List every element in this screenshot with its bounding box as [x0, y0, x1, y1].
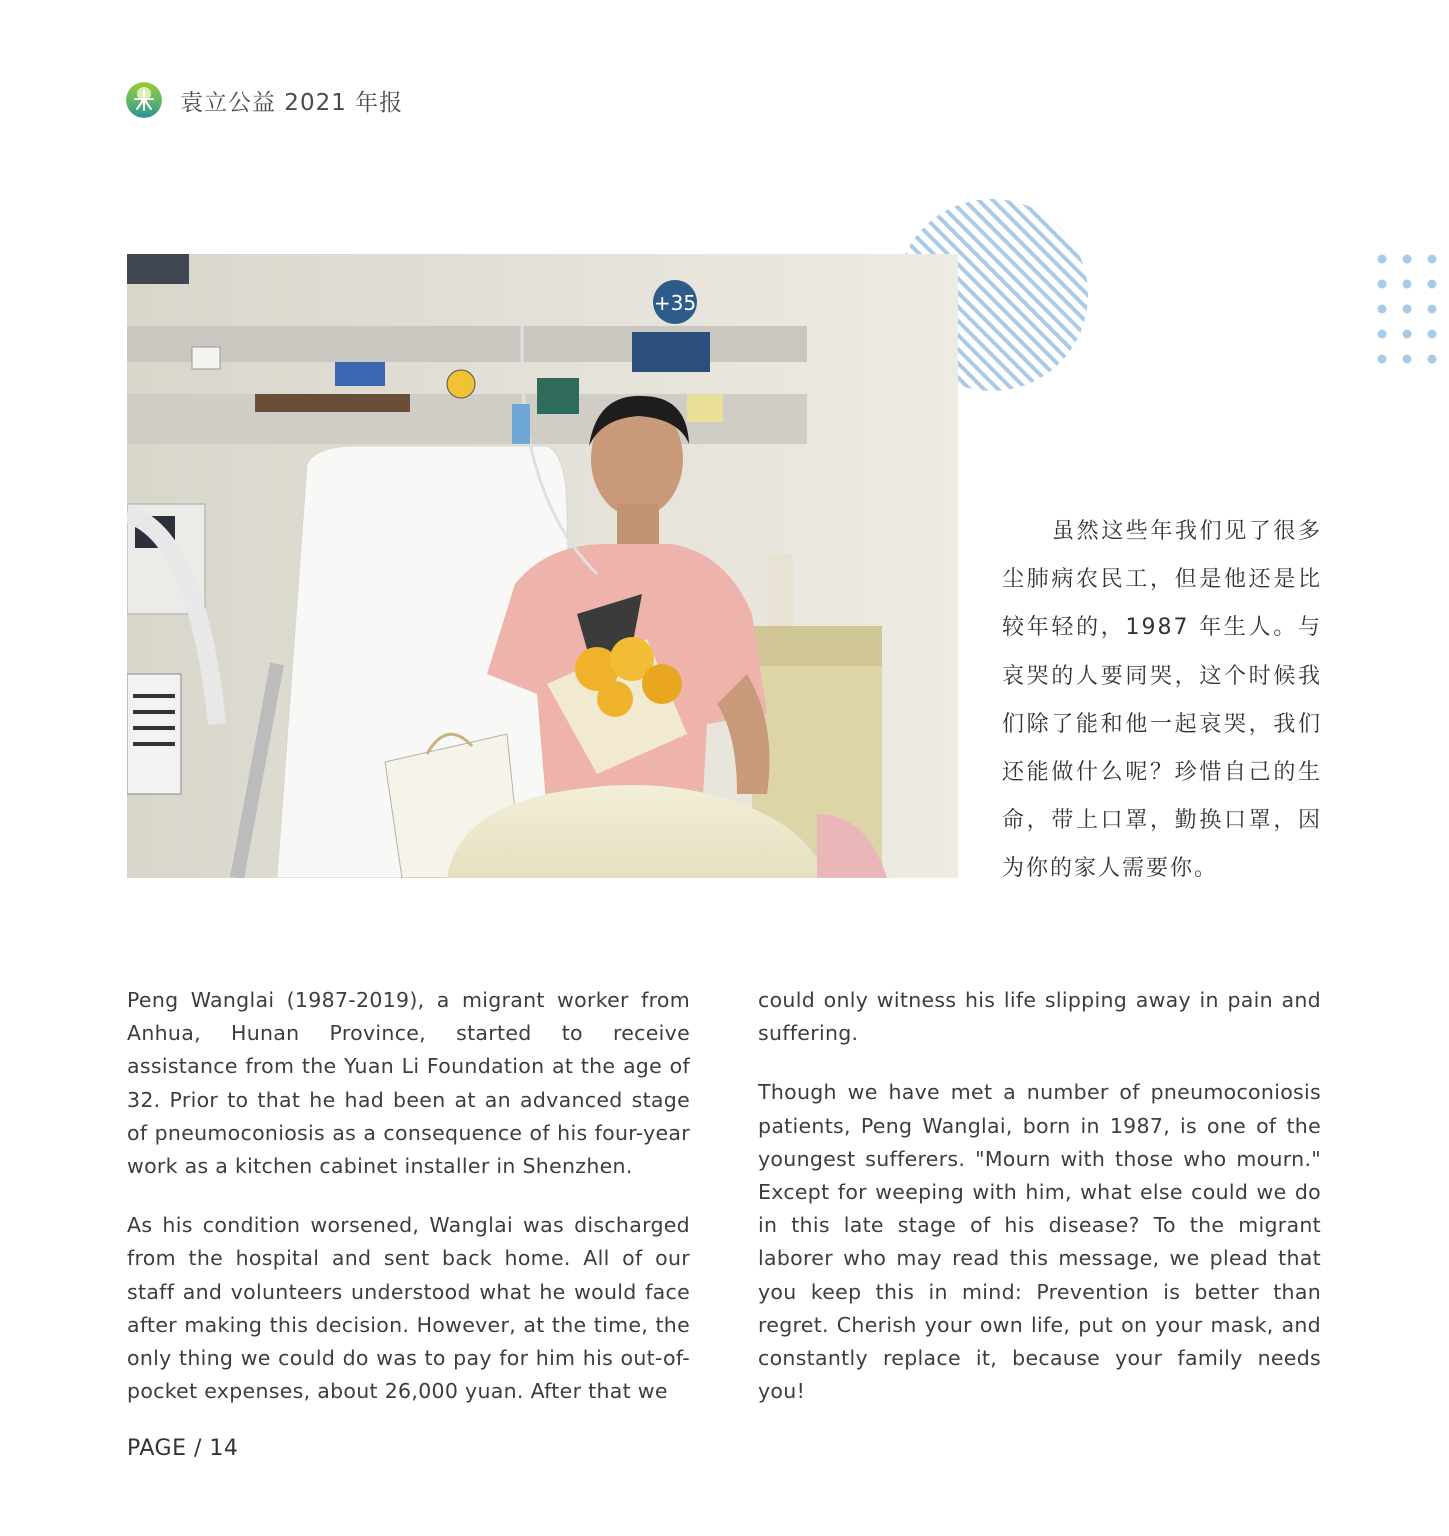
- decor-dot: [1428, 280, 1437, 289]
- dot-grid-decoration: [1372, 250, 1449, 370]
- yuanli-logo-icon: [126, 82, 162, 118]
- decor-dot: [1428, 330, 1437, 339]
- decor-dot: [1378, 280, 1387, 289]
- chinese-quote: [1002, 508, 1322, 894]
- decor-dot: [1403, 280, 1412, 289]
- body-column-left: [127, 984, 690, 1434]
- page-header: [126, 80, 403, 120]
- decor-dot: [1403, 255, 1412, 264]
- chinese-quote-paragraph: 虽然这些年我们见了很多尘肺病农民工，但是他还是比较年轻的，1987 年生人。与哀哭的人要同哭，这个时候我们除了能和他一起哀哭，我们还能做什么呢？珍惜自己的生命，带上口罩，勤换口罩，因为你的家人需要你。: [1002, 519, 1322, 882]
- body-paragraph: As his condition worsened, Wanglai was discharged from the hospital and sent back home. All of our staff and volunteers understood what he would face after making this decision. However, at the time, the only thing we could do was to pay for him his out-of-pocket expenses, about 26,000 yuan. After that we: [127, 1213, 690, 1404]
- page-number: PAGE / 14: [127, 1436, 239, 1461]
- decor-dot: [1428, 355, 1437, 364]
- hospital-patient-photo: [127, 254, 958, 878]
- report-title: 袁立公益 2021 年报: [180, 89, 404, 116]
- decor-dot: [1403, 355, 1412, 364]
- decor-dot: [1403, 305, 1412, 314]
- decor-dot: [1378, 255, 1387, 264]
- body-paragraph: Peng Wanglai (1987-2019), a migrant worker from Anhua, Hunan Province, started to receive assistance from the Yuan Li Foundation at the age of 32. Prior to that he had been at an advanced stage of pneumoconiosis as a consequence of his four-year work as a kitchen cabinet installer in Shenzhen.: [127, 988, 690, 1179]
- decor-dot: [1378, 305, 1387, 314]
- decor-dot: [1428, 305, 1437, 314]
- body-paragraph: Though we have met a number of pneumoconiosis patients, Peng Wanglai, born in 1987, is one of the youngest sufferers. "Mourn with those who mourn." Except for weeping with him, what else could we do in this late stage of his disease? To the migrant laborer who may read this message, we plead that you keep this in mind: Prevention is better than regret. Cherish your own life, put on your mask, and constantly replace it, because your family needs you!: [758, 1080, 1321, 1404]
- body-paragraph: could only witness his life slipping away in pain and suffering.: [758, 988, 1321, 1046]
- room-number-label: +35: [653, 291, 697, 315]
- decor-dot: [1403, 330, 1412, 339]
- decor-dot: [1428, 255, 1437, 264]
- decor-dot: [1378, 355, 1387, 364]
- body-column-right: [758, 984, 1321, 1434]
- decor-dot: [1378, 330, 1387, 339]
